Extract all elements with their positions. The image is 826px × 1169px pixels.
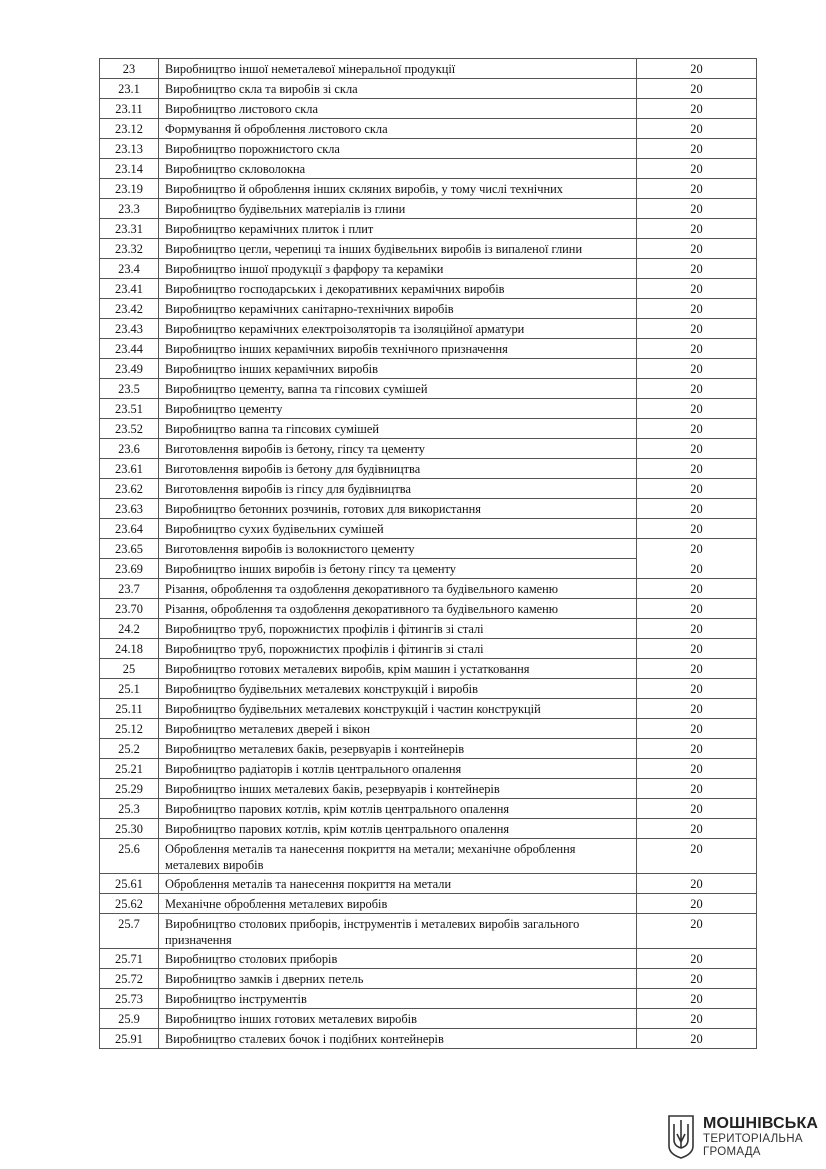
row-name: Виробництво керамічних плиток і плит — [159, 219, 637, 239]
row-rate: 20 — [637, 1029, 757, 1049]
table-row — [100, 539, 757, 559]
community-logo — [665, 1112, 819, 1162]
row-rate: 20 — [637, 949, 757, 969]
table-row — [100, 339, 757, 359]
row-name: Виробництво інструментів — [159, 989, 637, 1009]
row-rate: 20 — [637, 159, 757, 179]
row-code: 25.30 — [100, 819, 159, 839]
table-row — [100, 259, 757, 279]
table-row — [100, 299, 757, 319]
row-name: Виробництво інших металевих баків, резервуарів і контейнерів — [159, 779, 637, 799]
row-rate: 20 — [637, 894, 757, 914]
table-row — [100, 59, 757, 79]
row-name: Виробництво парових котлів, крім котлів центрального опалення — [159, 819, 637, 839]
row-name: Виробництво листового скла — [159, 99, 637, 119]
row-code: 25.1 — [100, 679, 159, 699]
row-name: Виробництво й оброблення інших скляних виробів, у тому числі технічних — [159, 179, 637, 199]
table-row — [100, 499, 757, 519]
table-row — [100, 759, 757, 779]
row-rate: 20 — [637, 219, 757, 239]
row-name: Виробництво іншої неметалевої мінеральної продукції — [159, 59, 637, 79]
table-row — [100, 119, 757, 139]
table-row — [100, 874, 757, 894]
row-code: 25.21 — [100, 759, 159, 779]
table-row — [100, 159, 757, 179]
row-rate: 20 — [637, 969, 757, 989]
table-row — [100, 139, 757, 159]
row-rate: 20 — [637, 459, 757, 479]
row-code: 23.5 — [100, 379, 159, 399]
row-code: 23.19 — [100, 179, 159, 199]
row-name: Виробництво господарських і декоративних керамічних виробів — [159, 279, 637, 299]
row-name: Виробництво інших керамічних виробів технічного призначення — [159, 339, 637, 359]
row-name: Виробництво інших керамічних виробів — [159, 359, 637, 379]
row-name: Виробництво вапна та гіпсових сумішей — [159, 419, 637, 439]
row-name: Різання, оброблення та оздоблення декоративного та будівельного каменю — [159, 599, 637, 619]
row-rate: 20 — [637, 379, 757, 399]
row-code: 23.63 — [100, 499, 159, 519]
row-rate: 20 — [637, 99, 757, 119]
row-name: Виробництво іншої продукції з фарфору та кераміки — [159, 259, 637, 279]
row-name: Оброблення металів та нанесення покриття на метали — [159, 874, 637, 894]
row-name: Виробництво труб, порожнистих профілів і фітингів зі сталі — [159, 639, 637, 659]
row-rate: 20 — [637, 79, 757, 99]
row-name: Виробництво цементу, вапна та гіпсових сумішей — [159, 379, 637, 399]
row-code: 25.91 — [100, 1029, 159, 1049]
table-row — [100, 239, 757, 259]
row-code: 23 — [100, 59, 159, 79]
row-name: Виробництво радіаторів і котлів центрального опалення — [159, 759, 637, 779]
row-name: Виробництво будівельних металевих конструкцій і частин конструкцій — [159, 699, 637, 719]
row-rate: 20 — [637, 659, 757, 679]
table-row — [100, 559, 757, 579]
table-row — [100, 914, 757, 949]
table-row — [100, 319, 757, 339]
row-rate: 20 — [637, 319, 757, 339]
row-code: 23.4 — [100, 259, 159, 279]
row-rate: 20 — [637, 279, 757, 299]
row-code: 23.11 — [100, 99, 159, 119]
table-row — [100, 659, 757, 679]
row-rate: 20 — [637, 619, 757, 639]
table-row — [100, 179, 757, 199]
row-code: 23.62 — [100, 479, 159, 499]
row-code: 25.61 — [100, 874, 159, 894]
row-rate: 20 — [637, 874, 757, 894]
table-row — [100, 619, 757, 639]
table-row — [100, 799, 757, 819]
row-name: Виробництво керамічних санітарно-технічних виробів — [159, 299, 637, 319]
row-code: 23.12 — [100, 119, 159, 139]
row-name: Формування й оброблення листового скла — [159, 119, 637, 139]
logo-subtitle-2: ГРОМАДА — [703, 1146, 761, 1158]
row-rate: 20 — [637, 799, 757, 819]
row-rate: 20 — [637, 519, 757, 539]
row-name: Різання, оброблення та оздоблення декоративного та будівельного каменю — [159, 579, 637, 599]
row-code: 23.31 — [100, 219, 159, 239]
row-code: 23.1 — [100, 79, 159, 99]
row-code: 23.51 — [100, 399, 159, 419]
row-rate: 20 — [637, 599, 757, 619]
table-row — [100, 279, 757, 299]
row-rate: 20 — [637, 539, 757, 559]
table-row — [100, 519, 757, 539]
table-row — [100, 699, 757, 719]
row-code: 23.14 — [100, 159, 159, 179]
row-name: Виробництво скловолокна — [159, 159, 637, 179]
row-rate: 20 — [637, 719, 757, 739]
row-name: Виготовлення виробів із волокнистого цементу — [159, 539, 637, 559]
row-rate: 20 — [637, 299, 757, 319]
row-name: Виготовлення виробів із бетону, гіпсу та цементу — [159, 439, 637, 459]
row-name: Виробництво цементу — [159, 399, 637, 419]
logo-title: МОШНІВСЬКА — [703, 1115, 819, 1132]
table-row — [100, 739, 757, 759]
row-code: 25.11 — [100, 699, 159, 719]
row-rate: 20 — [637, 59, 757, 79]
row-code: 25 — [100, 659, 159, 679]
row-rate: 20 — [637, 989, 757, 1009]
row-rate: 20 — [637, 479, 757, 499]
row-rate: 20 — [637, 579, 757, 599]
row-code: 23.13 — [100, 139, 159, 159]
row-name: Виробництво скла та виробів зі скла — [159, 79, 637, 99]
table-row — [100, 479, 757, 499]
row-rate: 20 — [637, 359, 757, 379]
table-row — [100, 1009, 757, 1029]
row-rate: 20 — [637, 499, 757, 519]
trident-emblem-icon — [667, 1114, 695, 1160]
table-row — [100, 679, 757, 699]
row-code: 25.9 — [100, 1009, 159, 1029]
table-row — [100, 819, 757, 839]
row-code: 23.6 — [100, 439, 159, 459]
row-rate: 20 — [637, 639, 757, 659]
table-row — [100, 199, 757, 219]
table-row — [100, 1029, 757, 1049]
table-row — [100, 79, 757, 99]
row-name: Виробництво труб, порожнистих профілів і фітингів зі сталі — [159, 619, 637, 639]
row-name: Виробництво цегли, черепиці та інших будівельних виробів із випаленої глини — [159, 239, 637, 259]
row-rate: 20 — [637, 399, 757, 419]
row-name: Виробництво столових приборів — [159, 949, 637, 969]
row-code: 24.2 — [100, 619, 159, 639]
row-code: 25.3 — [100, 799, 159, 819]
row-code: 24.18 — [100, 639, 159, 659]
row-code: 25.73 — [100, 989, 159, 1009]
row-name: Виготовлення виробів із гіпсу для будівництва — [159, 479, 637, 499]
row-name: Виробництво інших виробів із бетону гіпсу та цементу — [159, 559, 637, 579]
row-code: 23.3 — [100, 199, 159, 219]
row-code: 23.61 — [100, 459, 159, 479]
row-name: Виробництво бетонних розчинів, готових для використання — [159, 499, 637, 519]
table-row — [100, 719, 757, 739]
table-row — [100, 359, 757, 379]
row-code: 23.32 — [100, 239, 159, 259]
row-rate: 20 — [637, 239, 757, 259]
table-row — [100, 839, 757, 874]
row-name: Виробництво металевих дверей і вікон — [159, 719, 637, 739]
row-code: 23.41 — [100, 279, 159, 299]
row-code: 23.65 — [100, 539, 159, 559]
row-rate: 20 — [637, 739, 757, 759]
table-body — [100, 59, 757, 1049]
row-name: Виробництво столових приборів, інструментів і металевих виробів загального призначення — [159, 914, 637, 949]
row-rate: 20 — [637, 779, 757, 799]
table-row — [100, 949, 757, 969]
table-row — [100, 989, 757, 1009]
row-rate: 20 — [637, 199, 757, 219]
row-name: Виробництво керамічних електроізоляторів та ізоляційної арматури — [159, 319, 637, 339]
row-rate: 20 — [637, 819, 757, 839]
row-name: Виробництво металевих баків, резервуарів і контейнерів — [159, 739, 637, 759]
row-rate: 20 — [637, 914, 757, 949]
row-rate: 20 — [637, 559, 757, 579]
row-code: 23.70 — [100, 599, 159, 619]
row-name: Виготовлення виробів із бетону для будівництва — [159, 459, 637, 479]
row-code: 23.64 — [100, 519, 159, 539]
row-code: 23.69 — [100, 559, 159, 579]
table-row — [100, 399, 757, 419]
table-row — [100, 639, 757, 659]
row-name: Виробництво замків і дверних петель — [159, 969, 637, 989]
row-code: 25.72 — [100, 969, 159, 989]
row-code: 25.6 — [100, 839, 159, 874]
row-code: 25.29 — [100, 779, 159, 799]
row-name: Виробництво сухих будівельних сумішей — [159, 519, 637, 539]
logo-subtitle-1: ТЕРИТОРІАЛЬНА — [703, 1133, 803, 1145]
table-row — [100, 579, 757, 599]
row-rate: 20 — [637, 339, 757, 359]
row-rate: 20 — [637, 119, 757, 139]
row-code: 25.71 — [100, 949, 159, 969]
row-code: 23.43 — [100, 319, 159, 339]
row-code: 25.62 — [100, 894, 159, 914]
table-row — [100, 599, 757, 619]
row-rate: 20 — [637, 419, 757, 439]
row-name: Виробництво порожнистого скла — [159, 139, 637, 159]
row-name: Оброблення металів та нанесення покриття на метали; механічне оброблення металевих виробів — [159, 839, 637, 874]
row-name: Виробництво парових котлів, крім котлів центрального опалення — [159, 799, 637, 819]
row-code: 25.7 — [100, 914, 159, 949]
table-row — [100, 894, 757, 914]
row-code: 25.12 — [100, 719, 159, 739]
row-code: 25.2 — [100, 739, 159, 759]
row-name: Механічне оброблення металевих виробів — [159, 894, 637, 914]
row-code: 23.7 — [100, 579, 159, 599]
table-row — [100, 459, 757, 479]
row-rate: 20 — [637, 179, 757, 199]
row-name: Виробництво будівельних металевих конструкцій і виробів — [159, 679, 637, 699]
row-rate: 20 — [637, 679, 757, 699]
row-rate: 20 — [637, 839, 757, 874]
row-rate: 20 — [637, 439, 757, 459]
row-code: 23.52 — [100, 419, 159, 439]
table-row — [100, 419, 757, 439]
table-row — [100, 439, 757, 459]
row-code: 23.44 — [100, 339, 159, 359]
row-code: 23.49 — [100, 359, 159, 379]
table-row — [100, 379, 757, 399]
row-rate: 20 — [637, 759, 757, 779]
row-rate: 20 — [637, 1009, 757, 1029]
row-rate: 20 — [637, 139, 757, 159]
row-rate: 20 — [637, 699, 757, 719]
row-code: 23.42 — [100, 299, 159, 319]
table-row — [100, 99, 757, 119]
activity-codes-table — [99, 58, 757, 1049]
row-rate: 20 — [637, 259, 757, 279]
row-name: Виробництво будівельних матеріалів із глини — [159, 199, 637, 219]
table-row — [100, 779, 757, 799]
table-row — [100, 969, 757, 989]
row-name: Виробництво готових металевих виробів, крім машин і устатковання — [159, 659, 637, 679]
row-name: Виробництво інших готових металевих виробів — [159, 1009, 637, 1029]
table-row — [100, 219, 757, 239]
row-name: Виробництво сталевих бочок і подібних контейнерів — [159, 1029, 637, 1049]
